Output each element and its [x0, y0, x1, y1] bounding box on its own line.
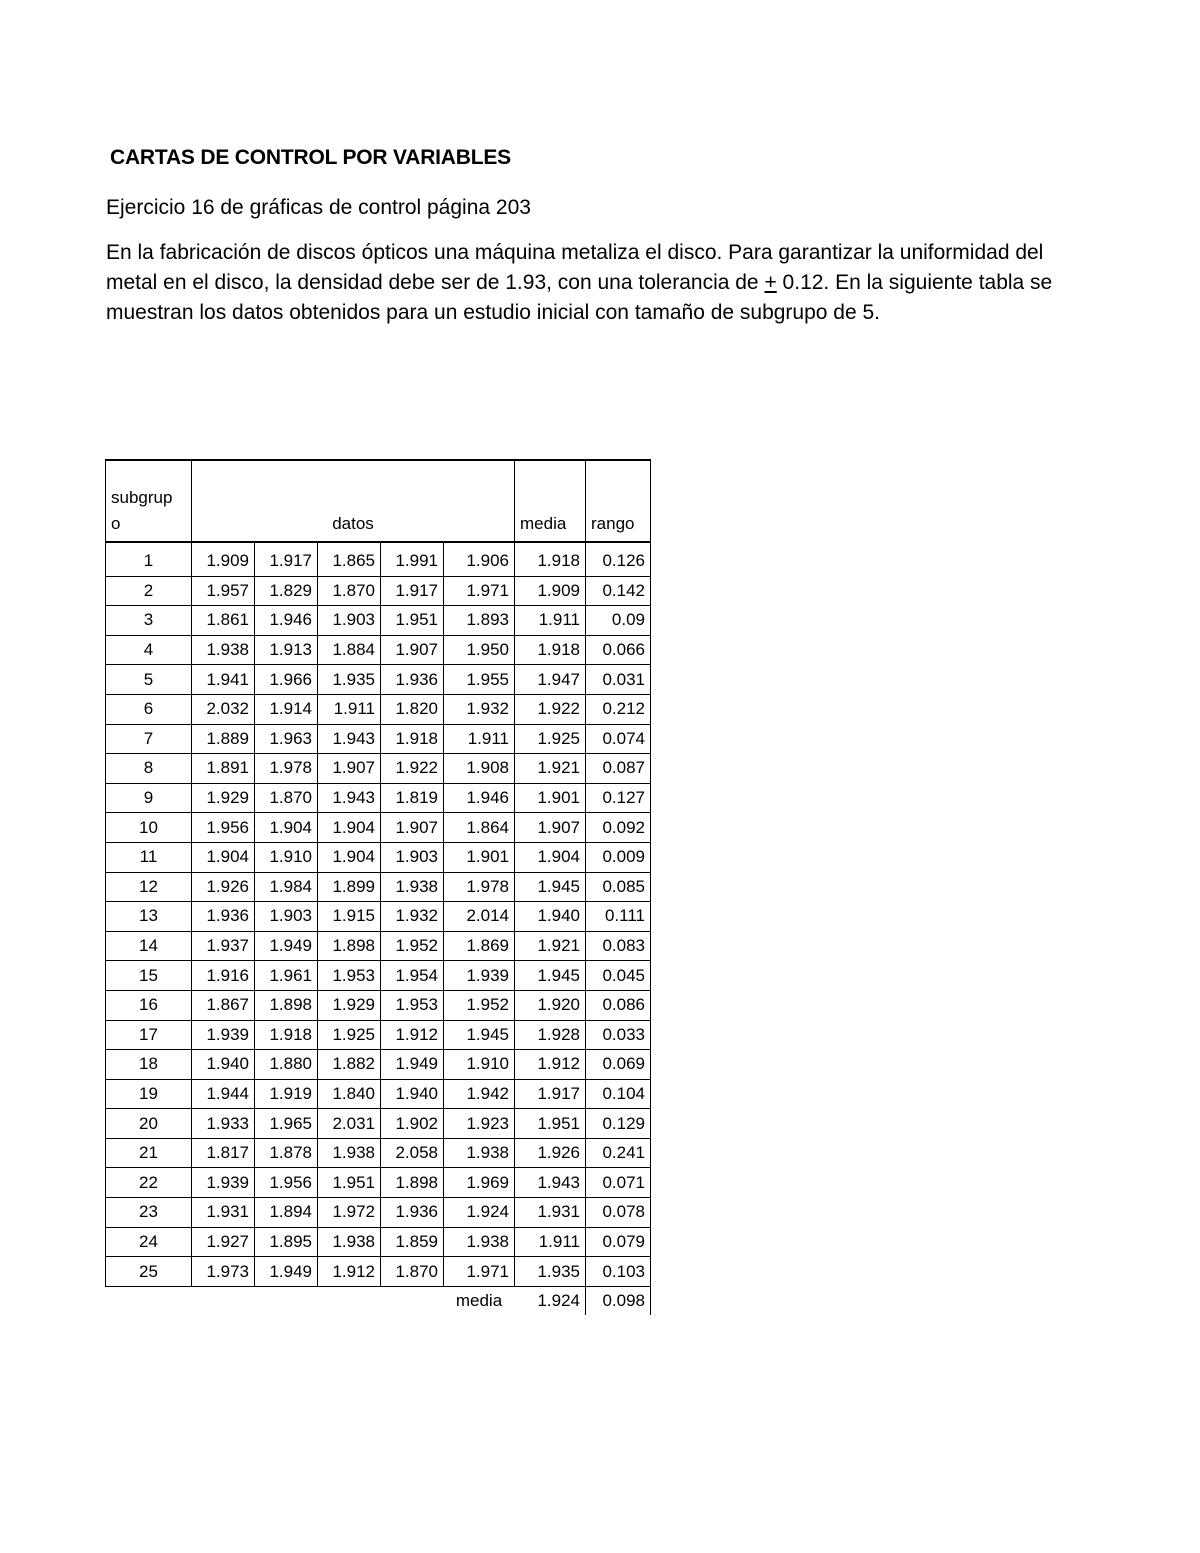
cell-rango: 0.104	[586, 1079, 651, 1109]
table-row	[106, 1079, 651, 1109]
cell-dato: 1.929	[318, 990, 381, 1020]
cell-dato: 1.911	[444, 724, 515, 754]
cell-dato: 1.861	[192, 606, 255, 636]
cell-dato: 1.917	[255, 542, 318, 576]
cell-dato: 1.895	[255, 1227, 318, 1257]
cell-rango: 0.009	[586, 842, 651, 872]
problem-text-before: En la fabricación de discos ópticos una máquina metaliza el disco. Para garantizar la uniformidad del metal en el disco, la densidad debe ser de 1.93, con una tolerancia de	[106, 241, 1044, 294]
cell-dato: 1.898	[255, 990, 318, 1020]
table-footer-row	[106, 1286, 651, 1315]
cell-media: 1.904	[515, 842, 586, 872]
cell-subgrupo: 4	[106, 635, 192, 665]
table-row	[106, 902, 651, 932]
cell-dato: 1.869	[444, 931, 515, 961]
table-row	[106, 872, 651, 902]
footer-empty-cell	[192, 1286, 255, 1315]
cell-rango: 0.031	[586, 665, 651, 695]
cell-subgrupo: 20	[106, 1109, 192, 1139]
cell-dato: 1.882	[318, 1050, 381, 1080]
cell-rango: 0.086	[586, 990, 651, 1020]
footer-empty-cell	[255, 1286, 318, 1315]
cell-dato: 1.952	[444, 990, 515, 1020]
cell-rango: 0.127	[586, 783, 651, 813]
cell-dato: 1.942	[444, 1079, 515, 1109]
header-subgrupo-line1: subgrup	[111, 488, 173, 507]
cell-dato: 1.972	[318, 1198, 381, 1228]
cell-dato: 1.938	[381, 872, 444, 902]
cell-dato: 1.926	[192, 872, 255, 902]
cell-dato: 1.922	[381, 754, 444, 784]
cell-subgrupo: 13	[106, 902, 192, 932]
cell-dato: 1.891	[192, 754, 255, 784]
table-row	[106, 842, 651, 872]
cell-media: 1.935	[515, 1257, 586, 1287]
cell-dato: 1.965	[255, 1109, 318, 1139]
cell-dato: 1.953	[318, 961, 381, 991]
cell-dato: 1.864	[444, 813, 515, 843]
cell-rango: 0.074	[586, 724, 651, 754]
footer-empty-cell	[106, 1286, 192, 1315]
cell-dato: 1.911	[318, 694, 381, 724]
table-row	[106, 576, 651, 606]
cell-subgrupo: 6	[106, 694, 192, 724]
cell-rango: 0.126	[586, 542, 651, 576]
cell-dato: 1.945	[444, 1020, 515, 1050]
cell-media: 1.926	[515, 1138, 586, 1168]
cell-dato: 1.943	[318, 724, 381, 754]
cell-dato: 1.991	[381, 542, 444, 576]
cell-dato: 1.946	[444, 783, 515, 813]
cell-dato: 1.820	[381, 694, 444, 724]
cell-rango: 0.033	[586, 1020, 651, 1050]
plus-minus-symbol: +	[764, 271, 777, 294]
cell-subgrupo: 9	[106, 783, 192, 813]
cell-dato: 1.904	[318, 813, 381, 843]
cell-dato: 1.908	[444, 754, 515, 784]
table-row	[106, 724, 651, 754]
cell-dato: 1.957	[192, 576, 255, 606]
cell-subgrupo: 11	[106, 842, 192, 872]
cell-dato: 1.971	[444, 1257, 515, 1287]
cell-media: 1.945	[515, 961, 586, 991]
cell-dato: 1.907	[381, 813, 444, 843]
cell-dato: 2.058	[381, 1138, 444, 1168]
cell-dato: 1.978	[255, 754, 318, 784]
cell-dato: 1.956	[255, 1168, 318, 1198]
cell-subgrupo: 16	[106, 990, 192, 1020]
cell-dato: 1.898	[381, 1168, 444, 1198]
cell-dato: 1.917	[381, 576, 444, 606]
cell-dato: 1.963	[255, 724, 318, 754]
cell-rango: 0.069	[586, 1050, 651, 1080]
cell-dato: 1.817	[192, 1138, 255, 1168]
cell-subgrupo: 7	[106, 724, 192, 754]
cell-dato: 1.949	[255, 1257, 318, 1287]
cell-media: 1.912	[515, 1050, 586, 1080]
cell-dato: 1.940	[192, 1050, 255, 1080]
cell-dato: 1.939	[444, 961, 515, 991]
table-row	[106, 813, 651, 843]
cell-dato: 1.913	[255, 635, 318, 665]
cell-media: 1.909	[515, 576, 586, 606]
cell-dato: 1.865	[318, 542, 381, 576]
cell-media: 1.911	[515, 606, 586, 636]
cell-dato: 1.973	[192, 1257, 255, 1287]
cell-subgrupo: 2	[106, 576, 192, 606]
cell-dato: 1.950	[444, 635, 515, 665]
cell-dato: 1.953	[381, 990, 444, 1020]
cell-dato: 1.902	[381, 1109, 444, 1139]
cell-dato: 1.904	[318, 842, 381, 872]
cell-media: 1.945	[515, 872, 586, 902]
cell-dato: 1.898	[318, 931, 381, 961]
page-title: CARTAS DE CONTROL POR VARIABLES	[110, 146, 511, 169]
cell-dato: 1.924	[444, 1198, 515, 1228]
cell-dato: 1.870	[255, 783, 318, 813]
cell-rango: 0.079	[586, 1227, 651, 1257]
cell-dato: 1.937	[192, 931, 255, 961]
cell-media: 1.921	[515, 931, 586, 961]
cell-dato: 1.906	[444, 542, 515, 576]
cell-dato: 2.014	[444, 902, 515, 932]
cell-dato: 1.918	[255, 1020, 318, 1050]
cell-media: 1.925	[515, 724, 586, 754]
cell-dato: 1.910	[444, 1050, 515, 1080]
cell-dato: 1.878	[255, 1138, 318, 1168]
cell-dato: 1.943	[318, 783, 381, 813]
table-row	[106, 1109, 651, 1139]
cell-dato: 1.903	[381, 842, 444, 872]
cell-dato: 1.919	[255, 1079, 318, 1109]
cell-dato: 1.978	[444, 872, 515, 902]
cell-dato: 1.870	[318, 576, 381, 606]
cell-dato: 1.939	[192, 1020, 255, 1050]
cell-dato: 1.936	[381, 1198, 444, 1228]
cell-dato: 1.938	[318, 1138, 381, 1168]
cell-subgrupo: 18	[106, 1050, 192, 1080]
cell-dato: 1.867	[192, 990, 255, 1020]
cell-media: 1.928	[515, 1020, 586, 1050]
cell-subgrupo: 8	[106, 754, 192, 784]
cell-dato: 1.829	[255, 576, 318, 606]
table-row	[106, 606, 651, 636]
cell-dato: 1.929	[192, 783, 255, 813]
cell-media: 1.947	[515, 665, 586, 695]
cell-dato: 1.931	[192, 1198, 255, 1228]
cell-dato: 1.912	[318, 1257, 381, 1287]
cell-subgrupo: 23	[106, 1198, 192, 1228]
cell-dato: 1.912	[381, 1020, 444, 1050]
cell-media: 1.918	[515, 635, 586, 665]
table-row	[106, 931, 651, 961]
table-row	[106, 1198, 651, 1228]
footer-media-label: media	[455, 1291, 503, 1311]
data-table	[105, 459, 651, 1315]
exercise-subtitle: Ejercicio 16 de gráficas de control página 203	[106, 196, 531, 219]
cell-dato: 1.935	[318, 665, 381, 695]
cell-subgrupo: 14	[106, 931, 192, 961]
cell-dato: 1.969	[444, 1168, 515, 1198]
header-subgrupo	[106, 460, 192, 542]
cell-dato: 1.870	[381, 1257, 444, 1287]
cell-rango: 0.241	[586, 1138, 651, 1168]
cell-dato: 1.925	[318, 1020, 381, 1050]
cell-dato: 1.894	[255, 1198, 318, 1228]
cell-dato: 1.939	[192, 1168, 255, 1198]
problem-statement	[106, 238, 1096, 328]
table-row	[106, 961, 651, 991]
footer-empty-cell	[381, 1286, 444, 1315]
cell-dato: 1.932	[444, 694, 515, 724]
cell-subgrupo: 25	[106, 1257, 192, 1287]
header-rango: rango	[586, 460, 651, 542]
cell-dato: 1.954	[381, 961, 444, 991]
cell-rango: 0.045	[586, 961, 651, 991]
cell-dato: 1.893	[444, 606, 515, 636]
table-row	[106, 783, 651, 813]
table-row	[106, 1020, 651, 1050]
cell-dato: 1.944	[192, 1079, 255, 1109]
cell-dato: 1.949	[381, 1050, 444, 1080]
cell-rango: 0.111	[586, 902, 651, 932]
cell-media: 1.907	[515, 813, 586, 843]
table-row	[106, 1227, 651, 1257]
cell-dato: 1.880	[255, 1050, 318, 1080]
cell-subgrupo: 21	[106, 1138, 192, 1168]
cell-dato: 1.956	[192, 813, 255, 843]
cell-media: 1.918	[515, 542, 586, 576]
cell-media: 1.922	[515, 694, 586, 724]
cell-dato: 1.984	[255, 872, 318, 902]
cell-media: 1.917	[515, 1079, 586, 1109]
table-row	[106, 1257, 651, 1287]
table-row	[106, 542, 651, 576]
cell-dato: 1.901	[444, 842, 515, 872]
cell-rango: 0.085	[586, 872, 651, 902]
cell-rango: 0.066	[586, 635, 651, 665]
cell-dato: 1.927	[192, 1227, 255, 1257]
cell-subgrupo: 22	[106, 1168, 192, 1198]
cell-subgrupo: 24	[106, 1227, 192, 1257]
cell-dato: 1.904	[192, 842, 255, 872]
cell-rango: 0.087	[586, 754, 651, 784]
cell-dato: 2.031	[318, 1109, 381, 1139]
cell-dato: 1.938	[192, 635, 255, 665]
table-row	[106, 754, 651, 784]
cell-media: 1.940	[515, 902, 586, 932]
cell-dato: 1.966	[255, 665, 318, 695]
cell-dato: 1.946	[255, 606, 318, 636]
cell-media: 1.921	[515, 754, 586, 784]
cell-dato: 1.910	[255, 842, 318, 872]
footer-media-value: 1.924	[515, 1286, 586, 1315]
table-row	[106, 1168, 651, 1198]
cell-dato: 1.859	[381, 1227, 444, 1257]
cell-dato: 1.940	[381, 1079, 444, 1109]
cell-rango: 0.092	[586, 813, 651, 843]
cell-media: 1.901	[515, 783, 586, 813]
cell-rango: 0.09	[586, 606, 651, 636]
cell-media: 1.943	[515, 1168, 586, 1198]
cell-dato: 1.933	[192, 1109, 255, 1139]
cell-rango: 0.071	[586, 1168, 651, 1198]
cell-rango: 0.078	[586, 1198, 651, 1228]
cell-dato: 1.955	[444, 665, 515, 695]
cell-subgrupo: 15	[106, 961, 192, 991]
table-row	[106, 665, 651, 695]
cell-dato: 1.903	[255, 902, 318, 932]
cell-rango: 0.212	[586, 694, 651, 724]
cell-dato: 1.952	[381, 931, 444, 961]
header-media: media	[515, 460, 586, 542]
data-table-body	[106, 460, 651, 1315]
cell-dato: 1.941	[192, 665, 255, 695]
cell-dato: 1.971	[444, 576, 515, 606]
cell-dato: 1.916	[192, 961, 255, 991]
table-row	[106, 990, 651, 1020]
cell-dato: 1.884	[318, 635, 381, 665]
table-row	[106, 694, 651, 724]
table-row	[106, 1050, 651, 1080]
cell-dato: 1.840	[318, 1079, 381, 1109]
cell-dato: 1.951	[381, 606, 444, 636]
cell-subgrupo: 12	[106, 872, 192, 902]
cell-dato: 1.819	[381, 783, 444, 813]
cell-dato: 1.918	[381, 724, 444, 754]
header-subgrupo-line2: o	[111, 514, 121, 533]
cell-subgrupo: 5	[106, 665, 192, 695]
cell-media: 1.931	[515, 1198, 586, 1228]
footer-empty-cell	[318, 1286, 381, 1315]
cell-subgrupo: 17	[106, 1020, 192, 1050]
cell-dato: 1.936	[192, 902, 255, 932]
cell-dato: 1.903	[318, 606, 381, 636]
cell-subgrupo: 19	[106, 1079, 192, 1109]
cell-dato: 1.936	[381, 665, 444, 695]
cell-dato: 1.909	[192, 542, 255, 576]
cell-rango: 0.142	[586, 576, 651, 606]
cell-dato: 1.907	[318, 754, 381, 784]
cell-rango: 0.103	[586, 1257, 651, 1287]
cell-media: 1.911	[515, 1227, 586, 1257]
cell-rango: 0.083	[586, 931, 651, 961]
cell-dato: 2.032	[192, 694, 255, 724]
table-row	[106, 635, 651, 665]
cell-media: 1.920	[515, 990, 586, 1020]
cell-subgrupo: 10	[106, 813, 192, 843]
cell-dato: 1.938	[444, 1138, 515, 1168]
cell-dato: 1.904	[255, 813, 318, 843]
cell-dato: 1.949	[255, 931, 318, 961]
cell-dato: 1.915	[318, 902, 381, 932]
cell-dato: 1.938	[318, 1227, 381, 1257]
cell-subgrupo: 3	[106, 606, 192, 636]
cell-rango: 0.129	[586, 1109, 651, 1139]
cell-dato: 1.889	[192, 724, 255, 754]
cell-dato: 1.914	[255, 694, 318, 724]
cell-dato: 1.907	[381, 635, 444, 665]
cell-dato: 1.938	[444, 1227, 515, 1257]
cell-dato: 1.899	[318, 872, 381, 902]
cell-media: 1.951	[515, 1109, 586, 1139]
cell-dato: 1.951	[318, 1168, 381, 1198]
header-datos: datos	[192, 460, 515, 542]
table-row	[106, 1138, 651, 1168]
problem-text-after: 0.12. En la siguiente tabla se muestran los datos obtenidos para un estudio inicial con tamaño de subgrupo de 5.	[106, 271, 1053, 324]
cell-dato: 1.932	[381, 902, 444, 932]
table-header-row	[106, 460, 651, 542]
cell-dato: 1.923	[444, 1109, 515, 1139]
cell-dato: 1.961	[255, 961, 318, 991]
cell-subgrupo: 1	[106, 542, 192, 576]
footer-rango-value: 0.098	[586, 1286, 651, 1315]
